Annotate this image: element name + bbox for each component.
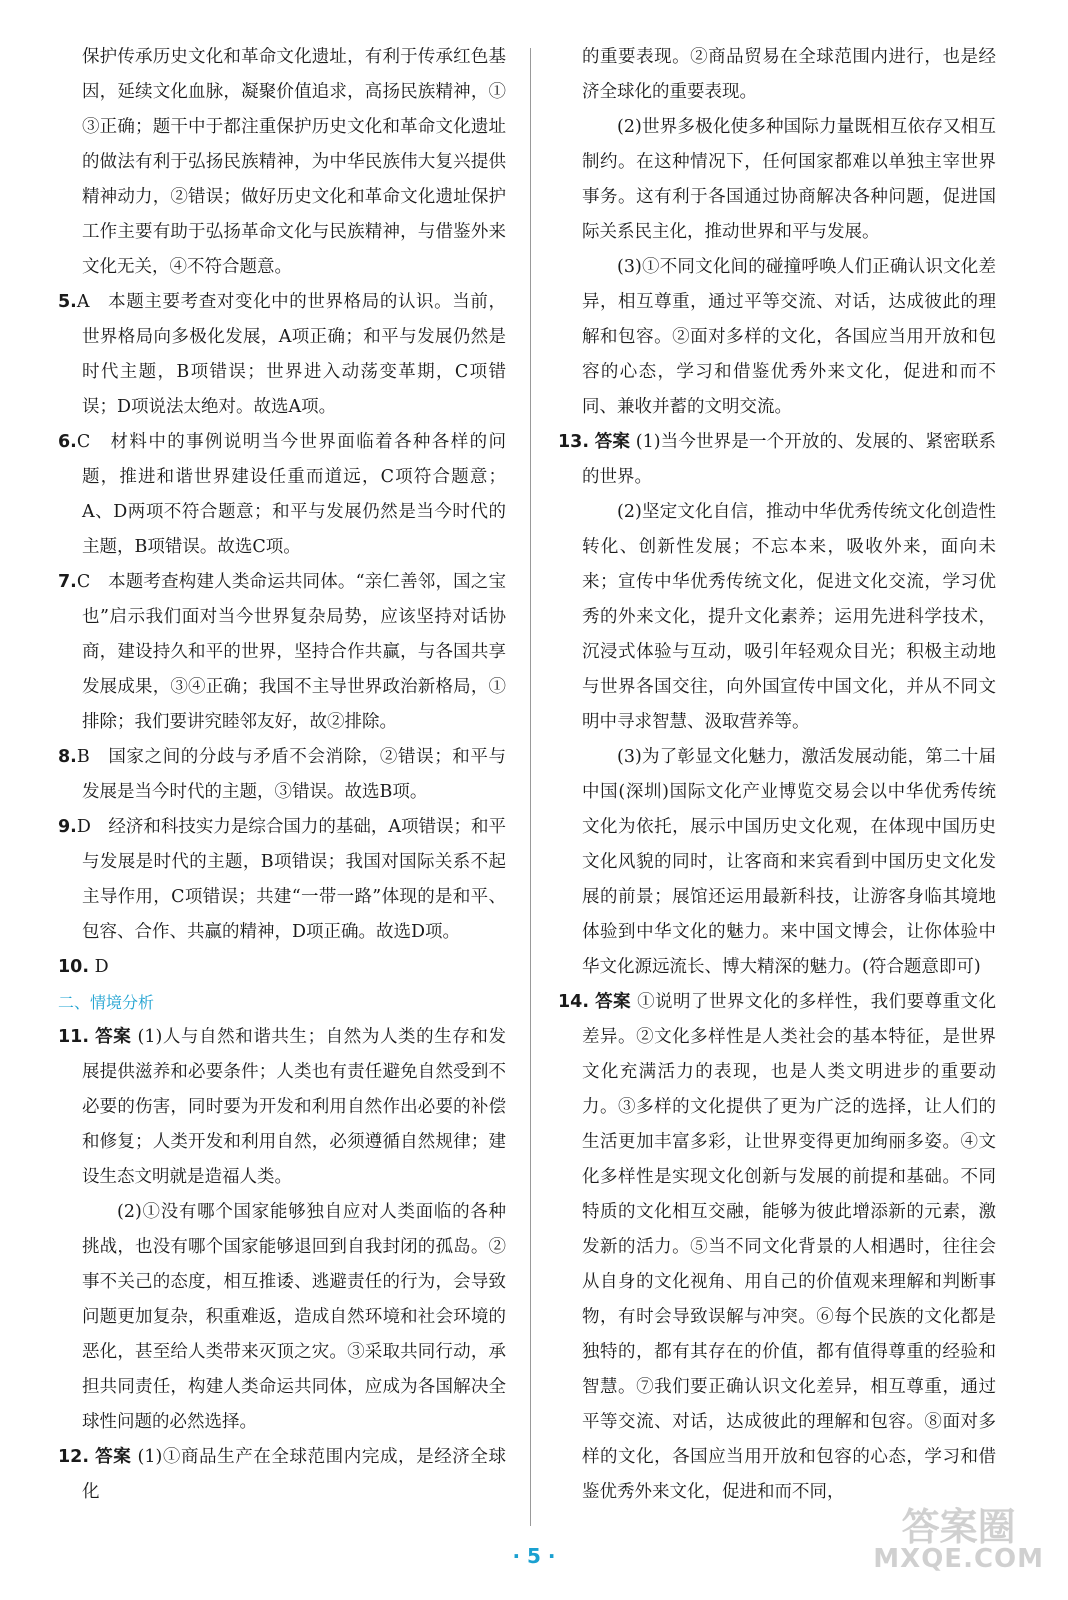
answer-12-continued: 的重要表现。②商品贸易在全球范围内进行，也是经济全球化的重要表现。: [582, 47, 996, 102]
answer-13-part-2: (2)坚定文化自信，推动中华优秀传统文化创造性转化、创新性发展；不忘本来，吸收外来，面向未来；宣传中华优秀传统文化，促进文化交流，学习优秀的外来文化，提升文化素养；运用先进科学技术，沉浸式体验与互动，吸引年轻观众目光；积极主动地与世界各国交往，向外国宣传中国文化，并从不同文明中寻求智慧、汲取营养等。: [582, 502, 996, 732]
question-number: 14.: [558, 992, 590, 1012]
answer-text: B 国家之间的分歧与矛盾不会消除，②错误；和平与发展是当今时代的主题，③错误。故选B项。: [76, 747, 506, 802]
watermark-line-2: MXQE.COM: [873, 1544, 1044, 1574]
answer-11-part-2: (2)①没有哪个国家能够独自应对人类面临的各种挑战，也没有哪个国家能够退回到自我封闭的孤岛。②事不关己的态度，相互推诿、逃避责任的行为，会导致问题更加复杂，积重难返，造成自然环境和社会环境的恶化，甚至给人类带来灭顶之灾。③采取共同行动，承担共同责任，构建人类命运共同体，应成为各国解决全球性问题的必然选择。: [82, 1202, 506, 1432]
answer-label: 答案: [95, 1447, 132, 1467]
answer-7: [58, 565, 506, 740]
answer-text: A 本题主要考查对变化中的世界格局的认识。当前，世界格局向多极化发展，A项正确；和平与发展仍然是时代主题，B项错误；世界进入动荡变革期，C项错误；D项说法太绝对。故选A项。: [76, 292, 506, 417]
question-number: 13.: [558, 432, 590, 452]
answer-label: 答案: [95, 1027, 132, 1047]
answer-6: [58, 425, 506, 565]
answer-12-part-3: (3)①不同文化间的碰撞呼唤人们正确认识文化差异，相互尊重，通过平等交流、对话，达成彼此的理解和包容。②面对多样的文化，各国应当用开放和包容的心态，学习和借鉴优秀外来文化，促进和而不同、兼收并蓄的文明交流。: [582, 257, 996, 417]
answer-12: [58, 1440, 506, 1510]
answer-text: (1)①商品生产在全球范围内完成，是经济全球化: [82, 1447, 506, 1502]
answer-text: ①说明了世界文化的多样性，我们要尊重文化差异。②文化多样性是人类社会的基本特征，是世界文化充满活力的表现，也是人类文明进步的重要动力。③多样的文化提供了更为广泛的选择，让人们的生活更加丰富多彩，让世界变得更加绚丽多姿。④文化多样性是实现文化创新与发展的前提和基础。不同特质的文化相互交融，能够为彼此增添新的元素，激发新的活力。⑤当不同文化背景的人相遇时，往往会从自身的文化视角、用自己的价值观来理解和判断事物，有时会导致误解与冲突。⑥每个民族的文化都是独特的，都有其存在的价值，都有值得尊重的经验和智慧。⑦我们要正确认识文化差异，相互尊重，通过平等交流、对话，达成彼此的理解和包容。⑧面对多样的文化，各国应当用开放和包容的心态，学习和借鉴优秀外来文化，促进和而不同，: [582, 992, 997, 1502]
column-divider: [530, 48, 531, 1526]
question-number: 10.: [58, 957, 90, 977]
answer-text: C 本题考查构建人类命运共同体。“亲仁善邻，国之宝也”启示我们面对当今世界复杂局势，应该坚持对话协商，建设持久和平的世界，坚持合作共赢，与各国共享发展成果，③④正确；我国不主导世界政治新格局，①排除；我们要讲究睦邻友好，故②排除。: [76, 572, 506, 732]
watermark-line-1: 答案圈: [901, 1505, 1016, 1549]
section-heading: 二、情境分析: [58, 993, 155, 1012]
answer-text: (1)人与自然和谐共生；自然为人类的生存和发展提供滋养和必要条件；人类也有责任避免自然受到不必要的伤害，同时要为开发和利用自然作出必要的补偿和修复；人类开发和利用自然，必须遵循自然规律；建设生态文明就是造福人类。: [82, 1027, 506, 1187]
answer-8: [58, 740, 506, 810]
question-number: 9.: [58, 817, 77, 837]
question-number: 8.: [58, 747, 77, 767]
question-number: 12.: [58, 1447, 90, 1467]
answer-10: [58, 950, 506, 985]
answer-text: C 材料中的事例说明当今世界面临着各种各样的问题，推进和谐世界建设任重而道远，C项符合题意；A、D两项不符合题意；和平与发展仍然是当今时代的主题，B项错误。故选C项。: [76, 432, 506, 557]
answer-text: D 经济和科技实力是综合国力的基础，A项错误；和平与发展是时代的主题，B项错误；我国对国际关系不起主导作用，C项错误；共建“一带一路”体现的是和平、包容、合作、共赢的精神，D项正确。故选D项。: [76, 817, 507, 942]
answer-5: [58, 285, 506, 425]
watermark-logo: [873, 1505, 1044, 1574]
question-number: 11.: [58, 1027, 90, 1047]
answer-11: [58, 1020, 506, 1195]
answer-label: 答案: [595, 992, 632, 1012]
answer-12-part-2: (2)世界多极化使多种国际力量既相互依存又相互制约。在这种情况下，任何国家都难以单独主宰世界事务。这有利于各国通过协商解决各种问题，促进国际关系民主化，推动世界和平与发展。: [582, 117, 996, 242]
answer-9: [58, 810, 506, 950]
answer-4-continued: 保护传承历史文化和革命文化遗址，有利于传承红色基因，延续文化血脉，凝聚价值追求，高扬民族精神，①③正确；题干中于都注重保护历史文化和革命文化遗址的做法有利于弘扬民族精神，为中华民族伟大复兴提供精神动力，②错误；做好历史文化和革命文化遗址保护工作主要有助于弘扬革命文化与民族精神，与借鉴外来文化无关，④不符合题意。: [82, 47, 506, 277]
question-number: 6.: [58, 432, 77, 452]
answer-13-part-3: (3)为了彰显文化魅力，激活发展动能，第二十届中国(深圳)国际文化产业博览交易会以中华优秀传统文化为依托，展示中国历史文化观，在体现中国历史文化风貌的同时，让客商和来宾看到中国历史文化发展的前景；展馆还运用最新科技，让游客身临其境地体验到中华文化的魅力。来中国文博会，让你体验中华文化源远流长、博大精深的魅力。(符合题意即可): [582, 747, 996, 977]
question-number: 7.: [58, 572, 77, 592]
answer-13: [558, 425, 996, 495]
question-number: 5.: [58, 292, 77, 312]
page-number: · 5 ·: [512, 1544, 556, 1568]
left-column: [58, 40, 506, 1510]
answer-14: [558, 985, 996, 1510]
answer-label: 答案: [594, 432, 631, 452]
right-column: [558, 40, 996, 1510]
answer-text: (1)当今世界是一个开放的、发展的、紧密联系的世界。: [582, 432, 996, 487]
answer-text: D: [94, 957, 109, 977]
